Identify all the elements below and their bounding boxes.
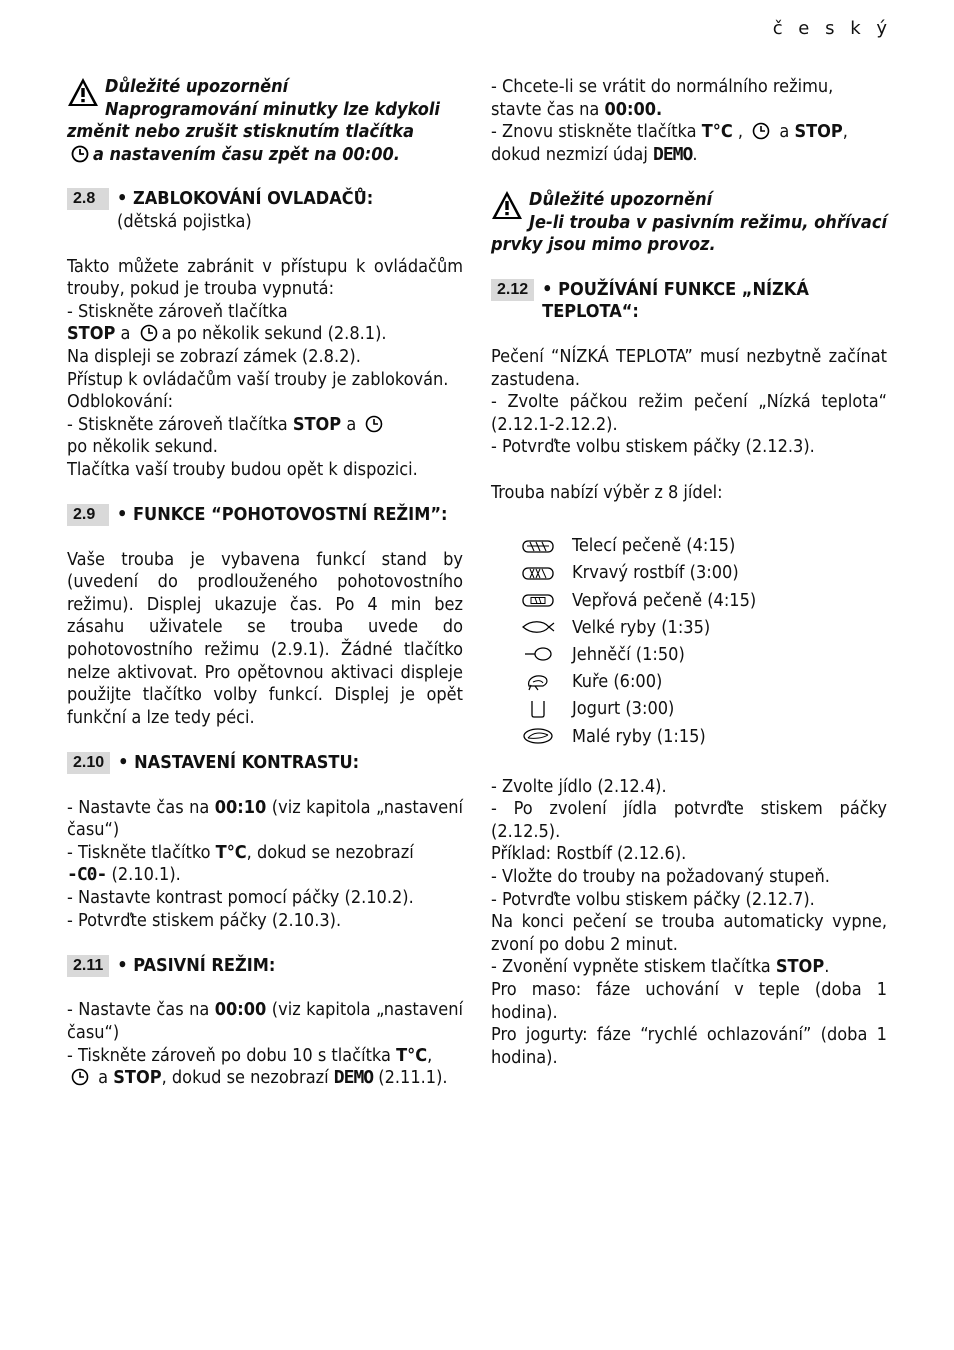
paragraph: - Zvolte páčkou režim pečení „Nízká teplota“ (2.12.1-2.12.2). (491, 391, 887, 435)
paragraph: Pečení “NÍZKÁ TEPLOTA” musí nezbytně začínat zastudena. (491, 345, 887, 390)
temperature-key-label: T°C (396, 1044, 428, 1066)
food-label: Malé ryby (1:15) (572, 725, 706, 747)
warning-icon (491, 189, 523, 221)
temperature-key-label: T°C (215, 841, 247, 863)
paragraph: - Po zvolení jídla potvrďte stiskem páčky (2.12.5). (491, 798, 887, 842)
food-label: Jehněčí (1:50) (572, 643, 685, 665)
paragraph (67, 864, 463, 887)
stop-key-label: STOP (292, 413, 342, 435)
paragraph: - Vložte do trouby na požadovaný stupeň. (491, 865, 830, 887)
paragraph (67, 842, 463, 865)
text: a (120, 323, 131, 345)
paragraph: Vaše trouba je vybavena funkcí stand by (uvedení do prodlouženého pohotovostního režimu). Displej ukazuje čas. Po 4 min bez zásahu uživatele se trouba uvede do pohotovostního režimu (2.9.1). Žádné tlačítko nelze aktivovat. Pro opětovnou aktivaci displeje použijte tlačítko volby funkcí. Displej je opět funkční a lze tedy péci. (67, 548, 463, 728)
rare-roast-beef-icon (521, 563, 555, 583)
text: - Tiskněte tlačítko (67, 841, 211, 863)
paragraph: Příklad: Rostbíf (2.12.6). (491, 843, 687, 865)
paragraph (67, 1045, 463, 1090)
large-fish-icon (521, 617, 555, 637)
section-number: 2.12 (491, 279, 534, 301)
food-label: Telecí pečeně (4:15) (572, 535, 736, 557)
section-subtitle: (dětská pojistka) (117, 210, 252, 232)
paragraph: Pro jogurty: fáze “rychlé ochlazování” (doba 1 hodina). (491, 1024, 887, 1068)
paragraph: Takto můžete zabránit v přístupu k ovládačům trouby, pokud je trouba vypnutá: (67, 255, 463, 300)
clock-icon (365, 415, 383, 433)
roast-veal-icon (521, 536, 555, 556)
food-item (521, 532, 887, 559)
section-number: 2.11 (67, 955, 109, 977)
section-number: 2.8 (67, 188, 109, 210)
text: - Znovu stiskněte tlačítka (491, 121, 697, 143)
food-item (521, 668, 887, 695)
paragraph (67, 414, 463, 459)
food-item (521, 559, 887, 586)
time-value: 00:00 (214, 999, 267, 1021)
yogurt-icon (521, 699, 555, 719)
paragraph (67, 323, 463, 346)
warning-line: Je-li trouba v pasivním režimu, ohřívací prvky jsou mimo provoz. (491, 211, 887, 256)
stop-key-label: STOP (775, 956, 825, 978)
paragraph: Trouba nabízí výběr z 8 jídel: (491, 481, 723, 503)
text: - Tiskněte zároveň po dobu 10 s tlačítka (67, 1044, 391, 1066)
food-item (521, 722, 887, 749)
paragraph (67, 999, 463, 1044)
small-fish-icon (521, 726, 555, 746)
paragraph: Na konci pečení se trouba automaticky vypne, zvoní po dobu 2 minut. (491, 911, 887, 955)
text: a (346, 413, 357, 435)
text: a (98, 1067, 109, 1089)
right-column (491, 76, 887, 1069)
stop-key-label: STOP (113, 1067, 162, 1089)
food-item (521, 641, 887, 668)
text: , dokud se nezobrazí (161, 1067, 329, 1089)
paragraph: - Potvrďte volbu stiskem páčky (2.12.7). (491, 888, 815, 910)
paragraph: Pro maso: fáze uchování v teple (doba 1 hodina). (491, 978, 887, 1023)
paragraph: Odblokování: (67, 391, 174, 413)
chicken-icon (521, 672, 555, 692)
food-label: Vepřová pečeně (4:15) (572, 589, 757, 611)
section-title: • NASTAVENÍ KONTRASTU: (118, 752, 360, 774)
section-title: • PASIVNÍ REŽIM: (117, 954, 276, 976)
time-value: 00:00. (604, 98, 663, 120)
clock-icon (140, 324, 158, 342)
paragraph: - Potvrďte stiskem páčky (2.10.3). (67, 909, 342, 931)
text: (2.10.1). (111, 864, 181, 886)
paragraph: - Stiskněte zároveň tlačítka (67, 300, 288, 322)
text: - Chcete-li se vrátit do normálního režimu, stavte čas na (491, 76, 834, 120)
text: (viz kapitola „nastavení času“) (67, 999, 463, 1043)
warning-notice-passive-mode (491, 189, 887, 257)
lamb-icon (521, 644, 555, 664)
text: po několik sekund. (67, 436, 218, 458)
stop-key-label: STOP (794, 121, 843, 143)
paragraph: - Zvolte jídlo (2.12.4). (491, 775, 667, 797)
left-column (67, 76, 463, 1112)
section-2-8-header (67, 188, 463, 233)
paragraph: - Nastavte kontrast pomocí páčky (2.10.2). (67, 887, 414, 908)
paragraph: Přístup k ovládačům vaší trouby je zablokován. (67, 368, 449, 390)
text: - Nastavte čas na (67, 796, 210, 818)
warning-icon (67, 76, 99, 108)
clock-icon (71, 145, 89, 163)
paragraph: Tlačítka vaší trouby budou opět k dispozici. (67, 458, 418, 480)
text: . (692, 143, 698, 165)
warning-line (67, 144, 463, 167)
display-contrast-code: -C0- (67, 864, 107, 886)
stop-key-label: STOP (67, 323, 116, 345)
text: , (427, 1044, 433, 1066)
section-title: • ZABLOKOVÁNÍ OVLADAČŮ: (117, 188, 374, 210)
section-2-9-header (67, 504, 463, 527)
clock-icon (71, 1068, 89, 1086)
display-demo-code: DEMO (333, 1067, 374, 1089)
text: , (737, 121, 744, 143)
text: - Nastavte čas na (67, 999, 210, 1021)
section-number: 2.10 (67, 752, 110, 774)
food-item (521, 695, 887, 722)
warning-line-text: a nastavením času zpět na 00:00. (93, 143, 400, 165)
food-label: Kuře (6:00) (572, 671, 663, 693)
food-label: Velké ryby (1:35) (572, 616, 711, 638)
text: , dokud se nezobrazí (246, 841, 414, 863)
food-label: Jogurt (3:00) (572, 698, 675, 720)
text: a (779, 121, 790, 143)
text: - Stiskněte zároveň tlačítka (67, 413, 288, 435)
paragraph: - Potvrďte volbu stiskem páčky (2.12.3). (491, 436, 815, 458)
text: (2.11.1). (378, 1067, 448, 1089)
warning-line: Naprogramování minutky lze kdykoli (105, 98, 440, 120)
text: . (824, 956, 830, 978)
food-list (521, 532, 887, 750)
food-item (521, 614, 887, 641)
warning-notice-timer (67, 76, 463, 166)
warning-title: Důležité upozornění (105, 76, 289, 97)
time-value: 00:10 (214, 796, 267, 818)
paragraph (491, 121, 887, 166)
section-2-10-header (67, 752, 463, 775)
paragraph (491, 956, 887, 979)
text: (viz kapitola „nastavení času“) (67, 796, 463, 841)
display-demo-code: DEMO (652, 143, 693, 165)
food-label: Krvavý rostbíf (3:00) (572, 562, 739, 584)
paragraph: Na displeji se zobrazí zámek (2.8.2). (67, 345, 361, 367)
warning-line: změnit nebo zrušit stisknutím tlačítka (67, 121, 415, 143)
roast-pork-icon (521, 590, 555, 610)
warning-title: Důležité upozornění (529, 188, 713, 210)
section-number: 2.9 (67, 504, 109, 526)
paragraph (491, 76, 887, 121)
clock-icon (752, 122, 770, 140)
section-2-12-header (491, 279, 887, 324)
paragraph (67, 797, 463, 842)
food-item (521, 586, 887, 613)
text: a po několik sekund (2.8.1). (161, 323, 387, 345)
text: , dokud nezmizí údaj (491, 121, 848, 165)
temperature-key-label: T°C (701, 121, 733, 143)
section-title: • FUNKCE “POHOTOVOSTNÍ REŽIM”: (117, 504, 448, 526)
section-2-11-header (67, 955, 463, 978)
text: - Zvonění vypněte stiskem tlačítka (491, 956, 771, 978)
page-language-label: č e s k ý (772, 18, 892, 39)
section-title: • POUŽÍVÁNÍ FUNKCE „NÍZKÁ TEPLOTA“: (542, 278, 809, 323)
